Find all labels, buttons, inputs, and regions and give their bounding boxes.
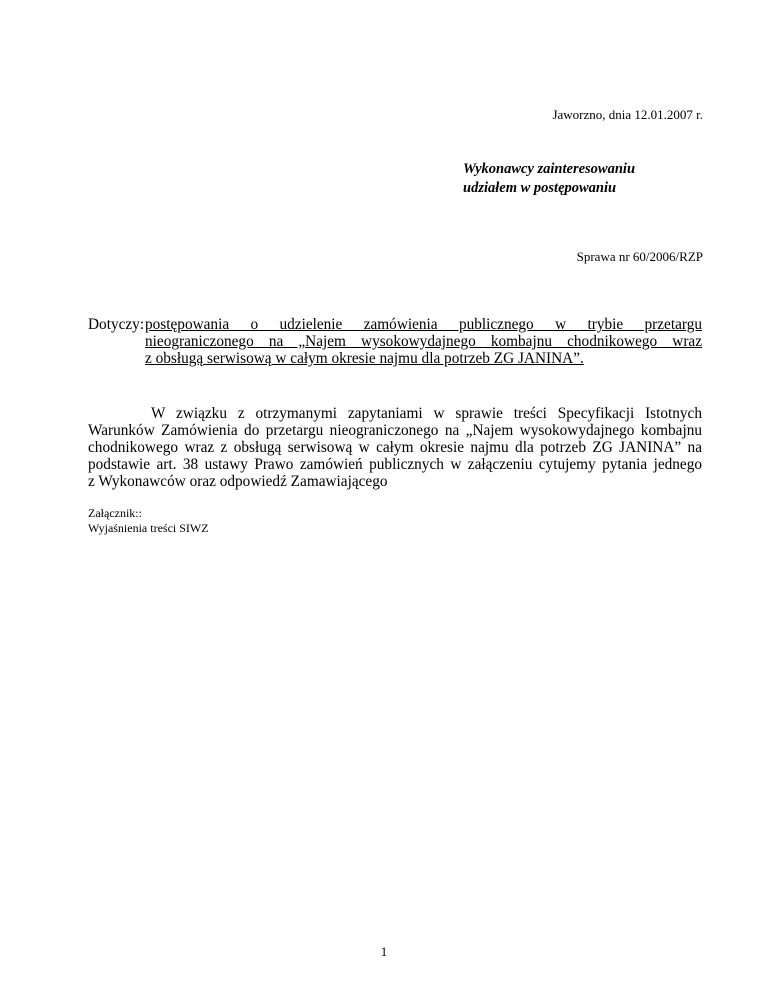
subject-text	[145, 316, 702, 367]
attachment-block	[88, 506, 209, 536]
subject-line-2: nieograniczonego na „Najem wysokowydajnego kombajnu chodnikowego wraz	[145, 333, 702, 350]
body-line-1: W związku z otrzymanymi zapytaniami w sprawie treści Specyfikacji Istotnych	[151, 405, 702, 422]
recipient-block	[463, 160, 635, 198]
case-number: Sprawa nr 60/2006/RZP	[576, 249, 703, 264]
body-paragraph	[88, 405, 702, 490]
letter-date: Jaworzno, dnia 12.01.2007 r.	[552, 107, 703, 122]
page-number: 1	[380, 944, 388, 959]
subject-line-3: z obsługą serwisową w całym okresie najmu dla potrzeb ZG JANINA”.	[145, 350, 584, 367]
body-line-5: z Wykonawców oraz odpowiedź Zamawiającego	[88, 473, 388, 490]
recipient-line-1: Wykonawcy zainteresowaniu	[463, 161, 636, 177]
attachment-label: Załącznik::	[88, 506, 142, 520]
subject-line-1: postępowania o udzielenie zamówienia publicznego w trybie przetargu	[145, 316, 702, 333]
attachment-item: Wyjaśnienia treści SIWZ	[88, 521, 209, 535]
body-line-3: chodnikowego wraz z obsługą serwisową w całym okresie najmu dla potrzeb ZG JANINA” na	[88, 439, 702, 456]
body-line-2: Warunków Zamówienia do przetargu nieograniczonego na „Najem wysokowydajnego kombajnu	[88, 422, 702, 439]
body-line-4: podstawie art. 38 ustawy Prawo zamówień publicznych w załączeniu cytujemy pytania jednego	[88, 456, 702, 473]
subject-block	[88, 316, 702, 367]
subject-label: Dotyczy:	[88, 316, 145, 333]
recipient-line-2: udziałem w postępowaniu	[463, 180, 617, 196]
